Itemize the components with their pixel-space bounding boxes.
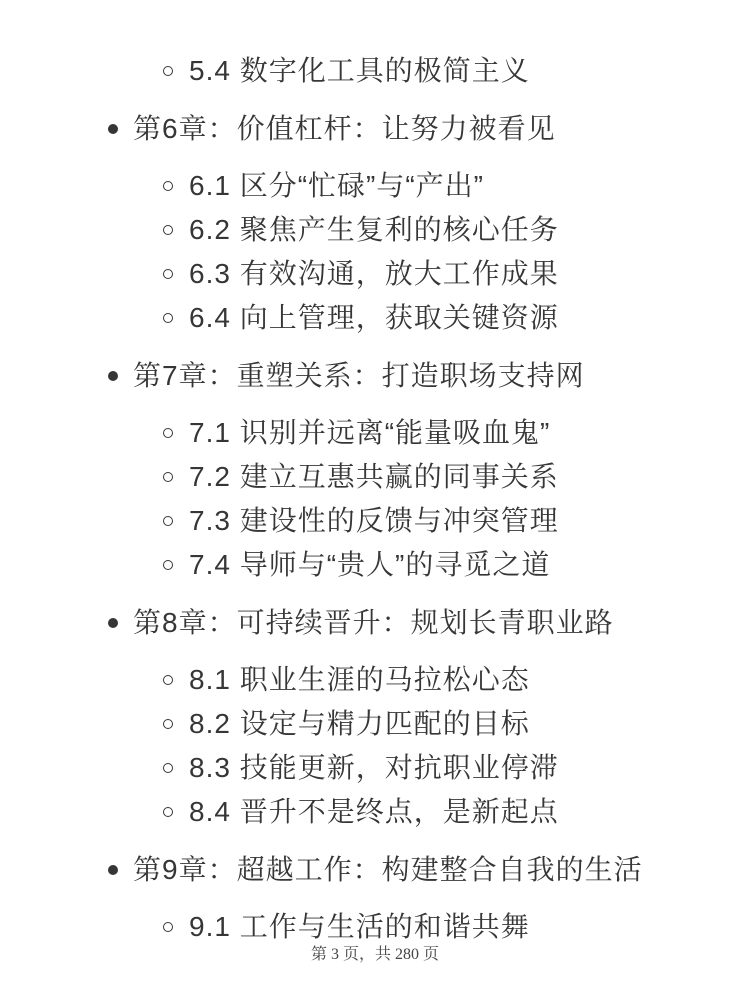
circle-bullet-icon xyxy=(163,428,173,438)
toc-chapter-item xyxy=(0,359,750,393)
section-title: 7.3 建设性的反馈与冲突管理 xyxy=(189,505,559,536)
toc-section-item xyxy=(0,910,750,944)
section-title: 9.1 工作与生活的和谐共舞 xyxy=(189,911,530,942)
circle-bullet-icon xyxy=(163,675,173,685)
circle-bullet-icon xyxy=(163,763,173,773)
toc-section-item xyxy=(0,213,750,247)
toc-section-item xyxy=(0,257,750,291)
disc-bullet-icon xyxy=(108,865,118,875)
circle-bullet-icon xyxy=(163,807,173,817)
chapter-title: 第9章：超越工作：构建整合自我的生活 xyxy=(133,854,643,885)
toc-section-item xyxy=(0,751,750,785)
section-title: 8.3 技能更新，对抗职业停滞 xyxy=(189,752,559,783)
section-title: 7.1 识别并远离“能量吸血鬼” xyxy=(189,417,551,448)
circle-bullet-icon xyxy=(163,516,173,526)
circle-bullet-icon xyxy=(163,472,173,482)
circle-bullet-icon xyxy=(163,313,173,323)
toc-section-item xyxy=(0,301,750,335)
toc-section-item xyxy=(0,707,750,741)
section-title: 5.4 数字化工具的极简主义 xyxy=(189,55,530,86)
chapter-title: 第7章：重塑关系：打造职场支持网 xyxy=(133,360,585,391)
chapter-title: 第6章：价值杠杆：让努力被看见 xyxy=(133,113,556,144)
circle-bullet-icon xyxy=(163,922,173,932)
toc-section-item xyxy=(0,663,750,697)
toc-chapter-item xyxy=(0,606,750,640)
disc-bullet-icon xyxy=(108,124,118,134)
circle-bullet-icon xyxy=(163,181,173,191)
circle-bullet-icon xyxy=(163,719,173,729)
toc-chapter-item xyxy=(0,112,750,146)
toc-section-item xyxy=(0,54,750,88)
circle-bullet-icon xyxy=(163,560,173,570)
section-title: 6.4 向上管理，获取关键资源 xyxy=(189,302,559,333)
disc-bullet-icon xyxy=(108,371,118,381)
section-title: 6.2 聚焦产生复利的核心任务 xyxy=(189,214,559,245)
table-of-contents xyxy=(0,54,750,954)
toc-section-item xyxy=(0,416,750,450)
section-title: 8.1 职业生涯的马拉松心态 xyxy=(189,664,530,695)
circle-bullet-icon xyxy=(163,66,173,76)
section-title: 6.1 区分“忙碌”与“产出” xyxy=(189,170,485,201)
chapter-title: 第8章：可持续晋升：规划长青职业路 xyxy=(133,607,614,638)
section-title: 8.4 晋升不是终点，是新起点 xyxy=(189,796,559,827)
disc-bullet-icon xyxy=(108,618,118,628)
toc-section-item xyxy=(0,460,750,494)
section-title: 6.3 有效沟通，放大工作成果 xyxy=(189,258,559,289)
section-title: 7.2 建立互惠共赢的同事关系 xyxy=(189,461,559,492)
circle-bullet-icon xyxy=(163,269,173,279)
toc-section-item xyxy=(0,504,750,538)
toc-chapter-item xyxy=(0,853,750,887)
circle-bullet-icon xyxy=(163,225,173,235)
toc-section-item xyxy=(0,548,750,582)
toc-section-item xyxy=(0,169,750,203)
section-title: 7.4 导师与“贵人”的寻觅之道 xyxy=(189,549,551,580)
toc-section-item xyxy=(0,795,750,829)
page-number-footer: 第 3 页，共 280 页 xyxy=(310,946,439,963)
section-title: 8.2 设定与精力匹配的目标 xyxy=(189,708,530,739)
